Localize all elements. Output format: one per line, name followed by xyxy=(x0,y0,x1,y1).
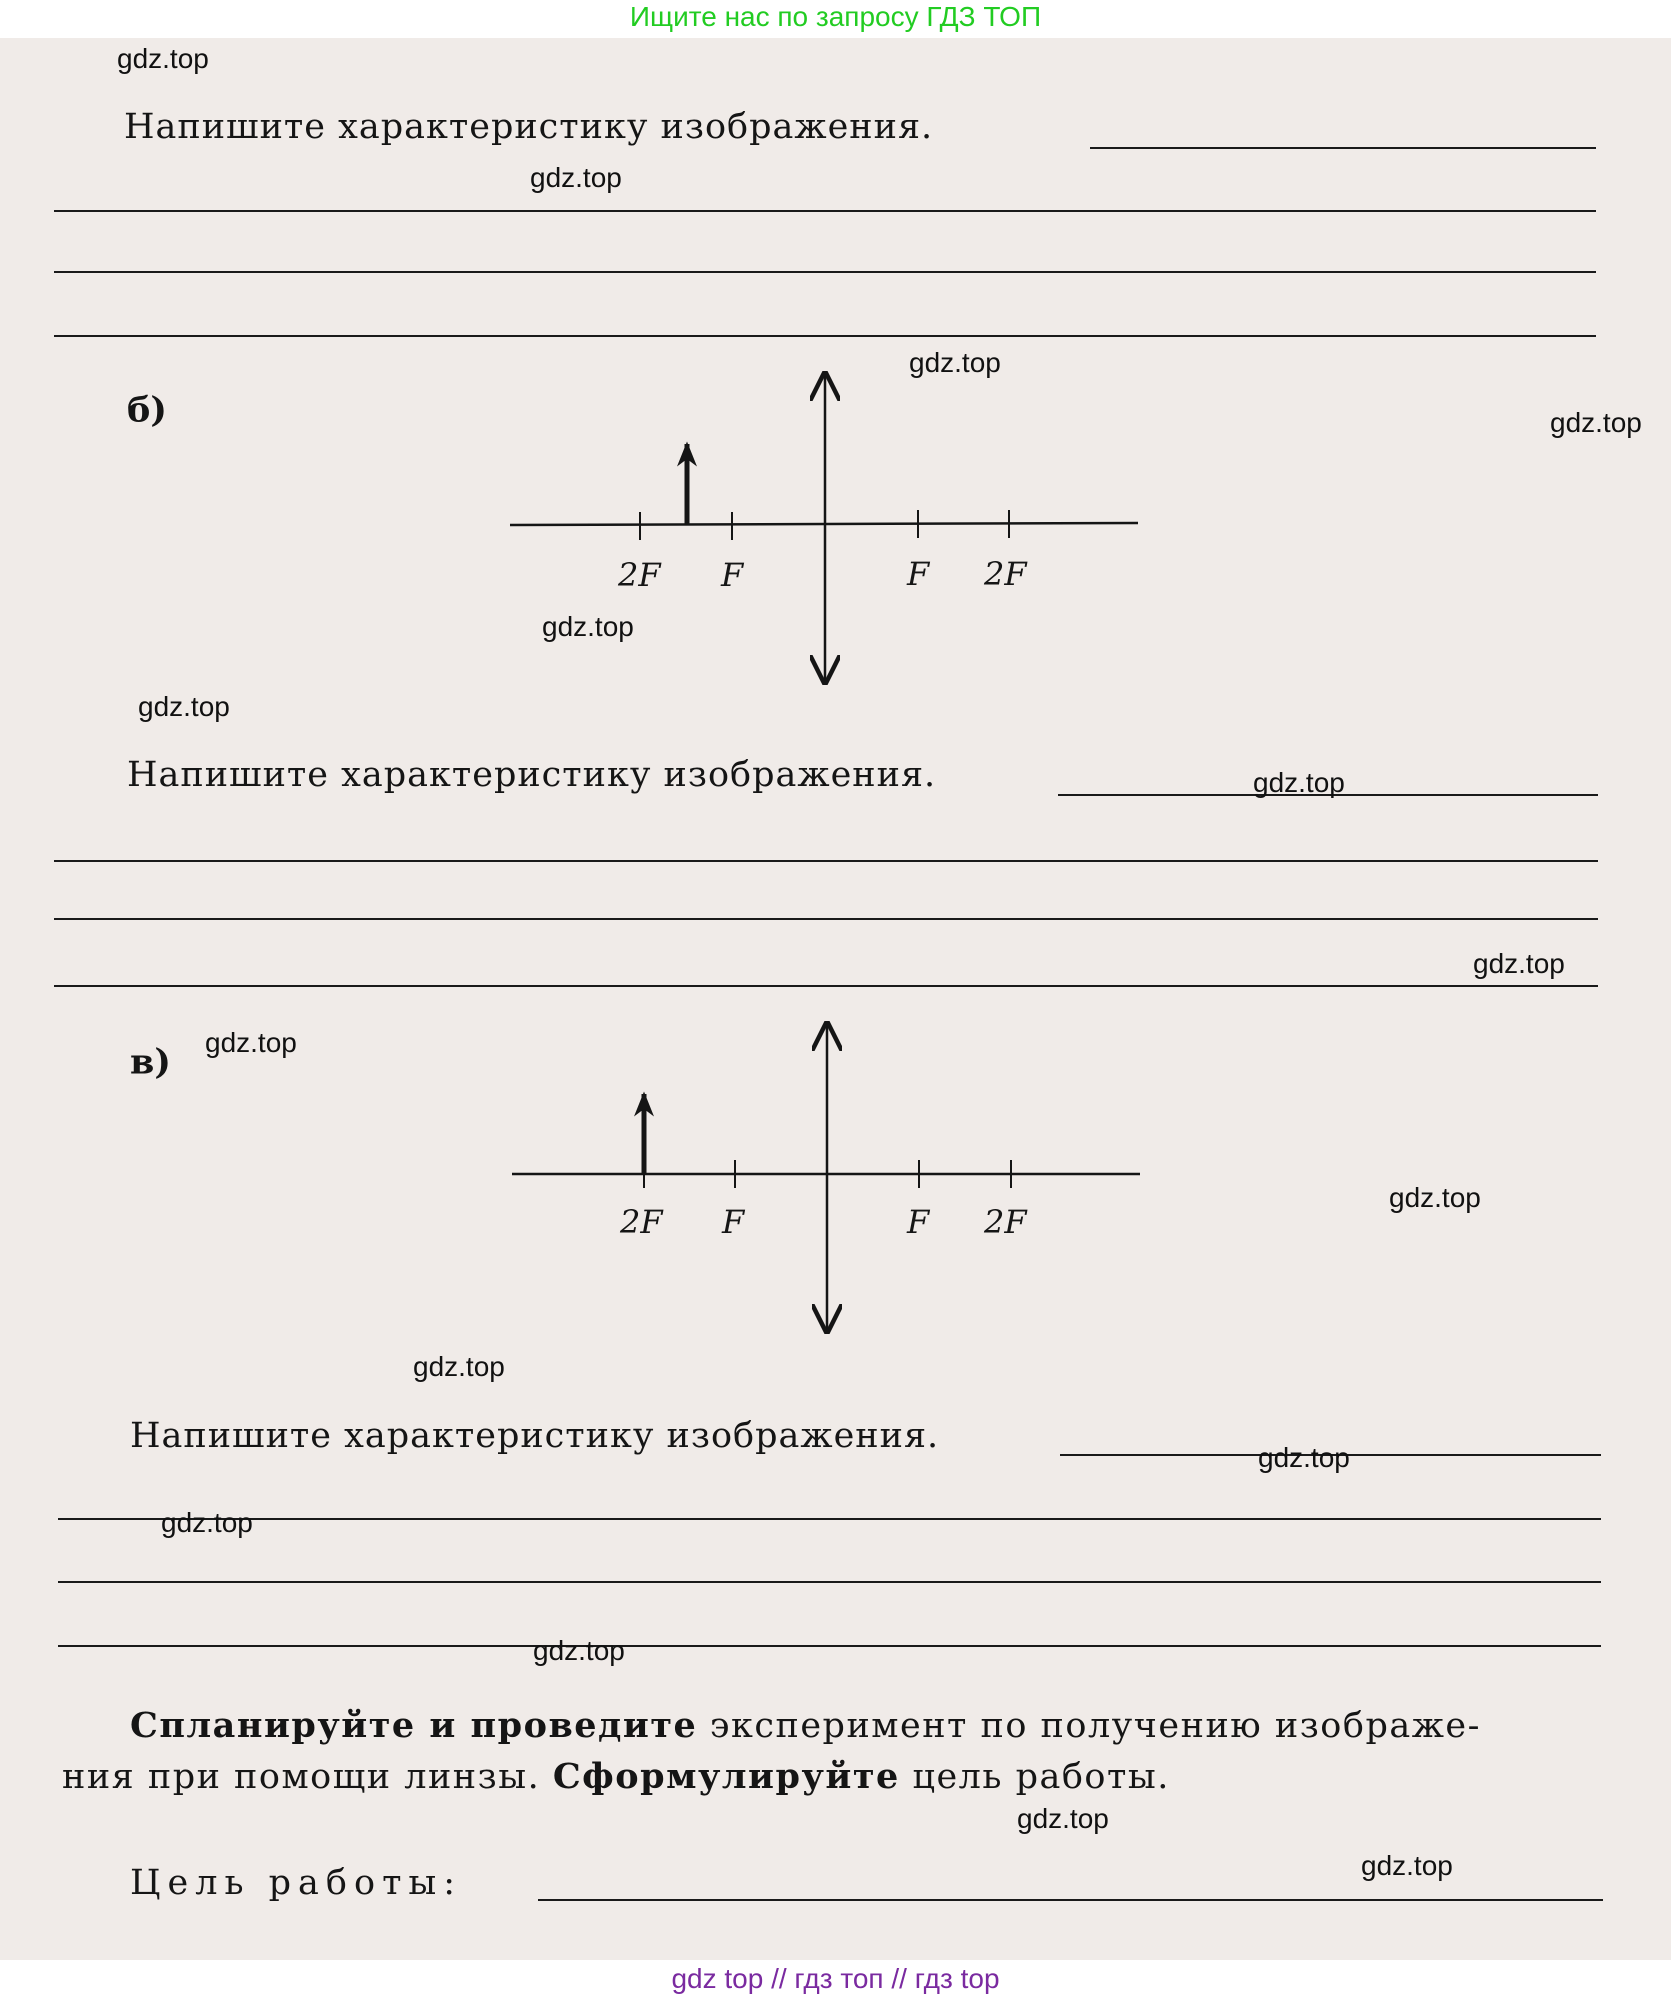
part-b-label: б) xyxy=(127,389,167,431)
prompt-b: Напишите характеристику изображения. xyxy=(127,755,937,795)
axis-label: 2F xyxy=(984,1203,1027,1241)
watermark: gdz.top xyxy=(909,347,1001,378)
watermark: gdz.top xyxy=(1017,1803,1109,1834)
watermark: gdz.top xyxy=(1389,1182,1481,1213)
axis-label: F xyxy=(907,555,930,593)
answer-line xyxy=(54,985,1598,987)
answer-line xyxy=(58,1581,1601,1583)
axis-label: 2F xyxy=(618,556,661,594)
watermark: gdz.top xyxy=(138,691,230,722)
task-text-3: цель работы. xyxy=(899,1757,1170,1797)
watermark: gdz.top xyxy=(530,162,622,193)
task-text-1: эксперимент по получению изображе- xyxy=(697,1706,1481,1746)
answer-line xyxy=(54,918,1598,920)
answer-line xyxy=(58,1518,1601,1520)
axis-label: 2F xyxy=(620,1203,663,1241)
goal-label: Цель работы: xyxy=(130,1863,463,1903)
watermark: gdz.top xyxy=(542,611,634,642)
answer-line xyxy=(54,860,1598,862)
axis-label: F xyxy=(722,1203,745,1241)
task-bold-1: Спланируйте и проведите xyxy=(130,1705,698,1746)
watermark: gdz.top xyxy=(1253,767,1345,798)
watermark: gdz.top xyxy=(1473,948,1565,979)
task-bold-2: Сформулируйте xyxy=(552,1756,900,1797)
task-text-2: ния при помощи линзы. xyxy=(62,1757,553,1797)
watermark: gdz.top xyxy=(413,1351,505,1382)
task-line-1 xyxy=(130,1705,1481,1746)
watermark: gdz.top xyxy=(117,43,209,74)
axis-label: F xyxy=(907,1203,930,1241)
diagram-v xyxy=(512,1024,1140,1331)
axis-label: 2F xyxy=(984,555,1027,593)
task-line-2 xyxy=(62,1756,1170,1797)
goal-answer-line xyxy=(538,1899,1603,1901)
watermark: gdz.top xyxy=(1361,1850,1453,1881)
prompt-v: Напишите характеристику изображения. xyxy=(130,1416,940,1456)
answer-line xyxy=(58,1645,1601,1647)
footer-links[interactable]: gdz top // гдз топ // гдз top xyxy=(671,1963,1000,1994)
top-banner: Ищите нас по запросу ГДЗ ТОП xyxy=(629,1,1042,32)
part-v-label: в) xyxy=(130,1041,171,1083)
watermark: gdz.top xyxy=(161,1507,253,1538)
watermark: gdz.top xyxy=(205,1027,297,1058)
watermark: gdz.top xyxy=(533,1635,625,1666)
axis-label: F xyxy=(721,556,744,594)
prompt-a: Напишите характеристику изображения. xyxy=(124,107,934,147)
watermark: gdz.top xyxy=(1550,407,1642,438)
watermark: gdz.top xyxy=(1258,1442,1350,1473)
